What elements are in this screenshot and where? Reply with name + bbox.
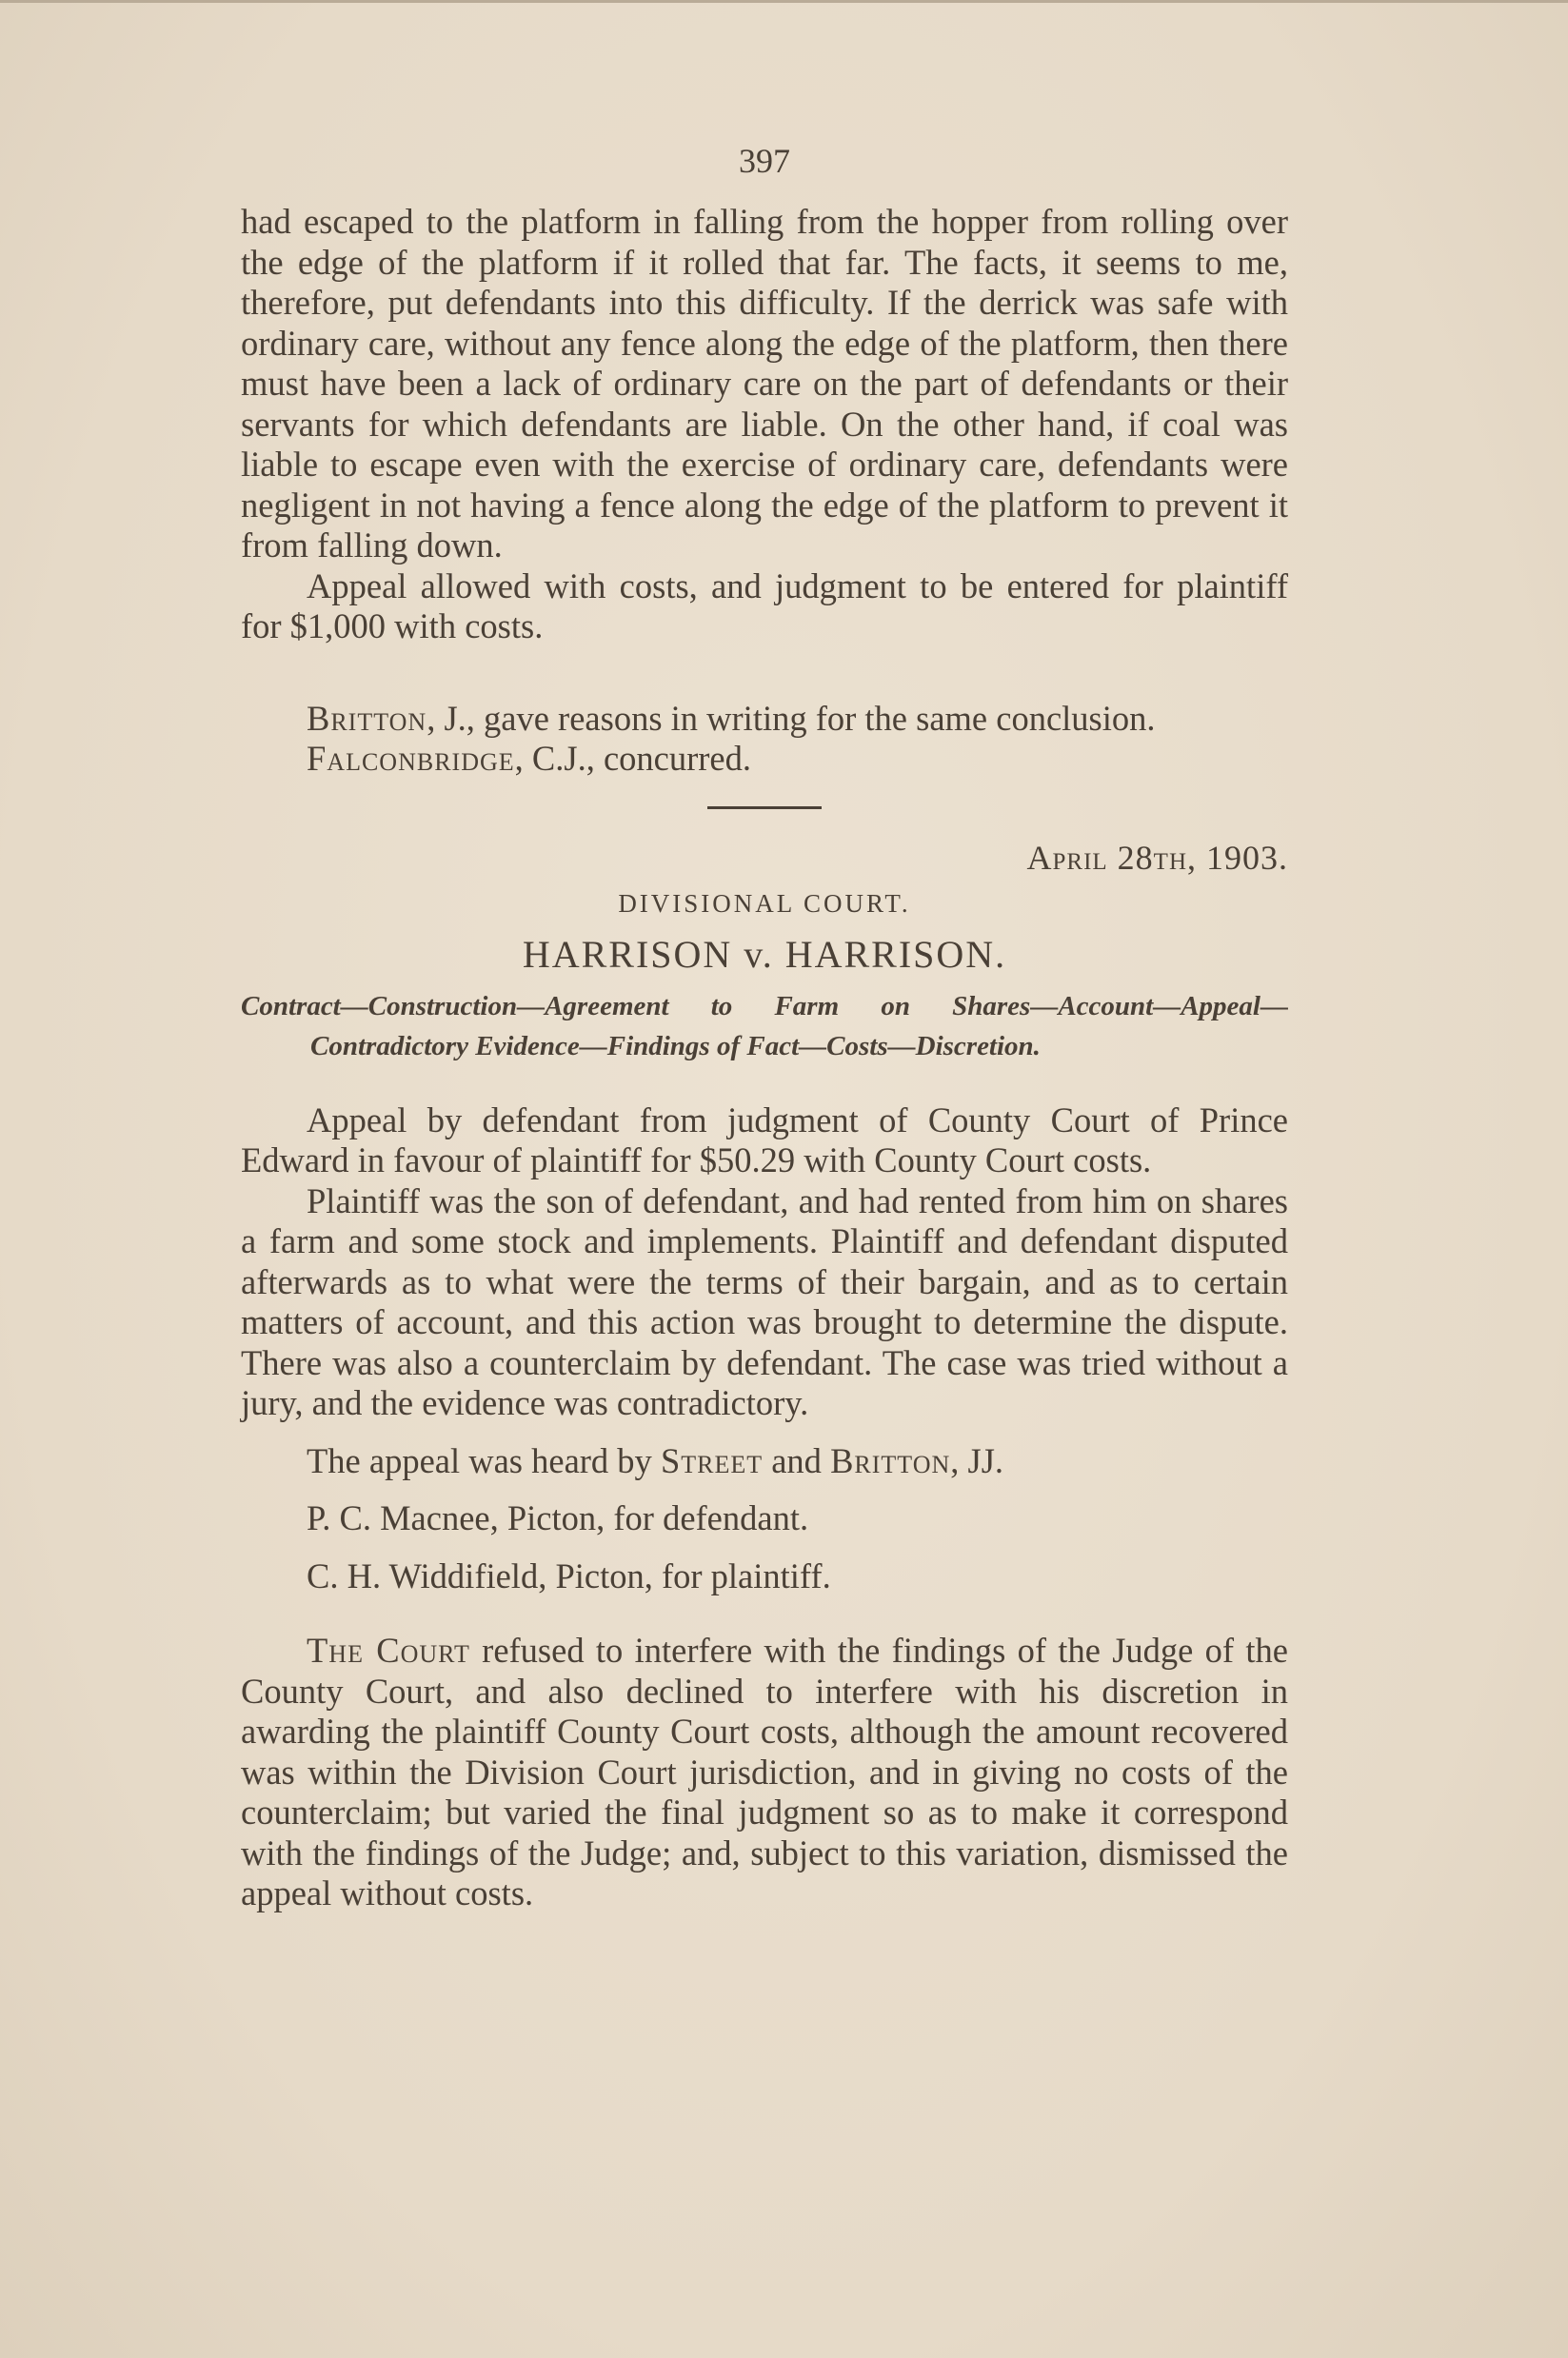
disposition-paragraph: Appeal allowed with costs, and judgment to be entered for plaintiff for $1,000 with costs. <box>241 565 1288 645</box>
decision-date: April 28th, 1903. <box>1026 838 1288 877</box>
section-divider <box>707 806 822 809</box>
continuation-paragraph: had escaped to the platform in falling from the hopper from rolling over the edge of the platform if it rolled that far. The facts, it seems to me, therefore, put defendants into this difficulty. If the derrick was safe with ordinary care, without any fence along the edge of the platform, then there must have been a lack of ordinary care on the part of defendants or their servants for which defendants are liable. On the other hand, if coal was liable to escape even with the exercise of ordinary care, defendants were negligent in not having a fence along the edge of the platform to prevent it from falling down. <box>241 202 1288 565</box>
judge-name-falconbridge: Falconbridge <box>307 739 515 778</box>
text-column <box>241 141 1288 1914</box>
heard-by-prefix: The appeal was heard by <box>307 1440 661 1480</box>
judge-name-britton-2: Britton <box>830 1440 951 1480</box>
falconbridge-note-text: , C.J., concurred. <box>514 739 751 778</box>
heard-by-and: and <box>763 1440 831 1480</box>
judge-name-street: Street <box>660 1440 764 1480</box>
appeal-paragraph: Appeal by defendant from judgment of County Court of Prince Edward in favour of plaintiff for $50.29 with County Court costs. <box>241 1100 1288 1179</box>
heard-by-suffix: , JJ. <box>950 1440 1004 1480</box>
britton-note-text: , J., gave reasons in writing for the same conclusion. <box>427 698 1156 738</box>
britton-note <box>241 699 1288 740</box>
judgment-text: refused to interfere with the findings of the Judge of the County Court, and also declined to interfere with his discretion in awarding the plaintiff County Court costs, although the amount recovered was within the Division Court jurisdiction, and in giving no costs of the counterclaim; but varied the final judgment so as to make it correspond with the findings of the Judge; and, subject to this variation, dismissed the appeal without costs. <box>241 1631 1288 1912</box>
facts-paragraph: Plaintiff was the son of defendant, and had rented from him on shares a farm and some stock and implements. Plaintiff and defendant disputed afterwards as to what were the terms of their bargain, and as to certain matters of account, and this action was brought to determine the dispute. There was also a counterclaim by defendant. The case was tried without a jury, and the evidence was contradictory. <box>241 1180 1288 1422</box>
page-edge <box>0 0 1568 3</box>
judge-name-britton: Britton <box>307 698 427 738</box>
counsel-defendant: P. C. Macnee, Picton, for defendant. <box>307 1498 809 1537</box>
page-number: 397 <box>739 142 790 180</box>
court-label: The Court <box>307 1631 470 1670</box>
catchwords: Contract—Construction—Agreement to Farm on Shares—Account—Appeal—Contradictory Evidence—Findings of Fact—Costs—Discretion. <box>241 990 1288 1061</box>
falconbridge-note <box>241 739 1288 780</box>
heard-by-line <box>241 1441 1288 1482</box>
judgment-paragraph <box>241 1631 1288 1914</box>
court-name: DIVISIONAL COURT. <box>618 888 911 918</box>
counsel-plaintiff: C. H. Widdifield, Picton, for plaintiff. <box>307 1555 831 1595</box>
case-title: HARRISON v. HARRISON. <box>522 932 1007 976</box>
